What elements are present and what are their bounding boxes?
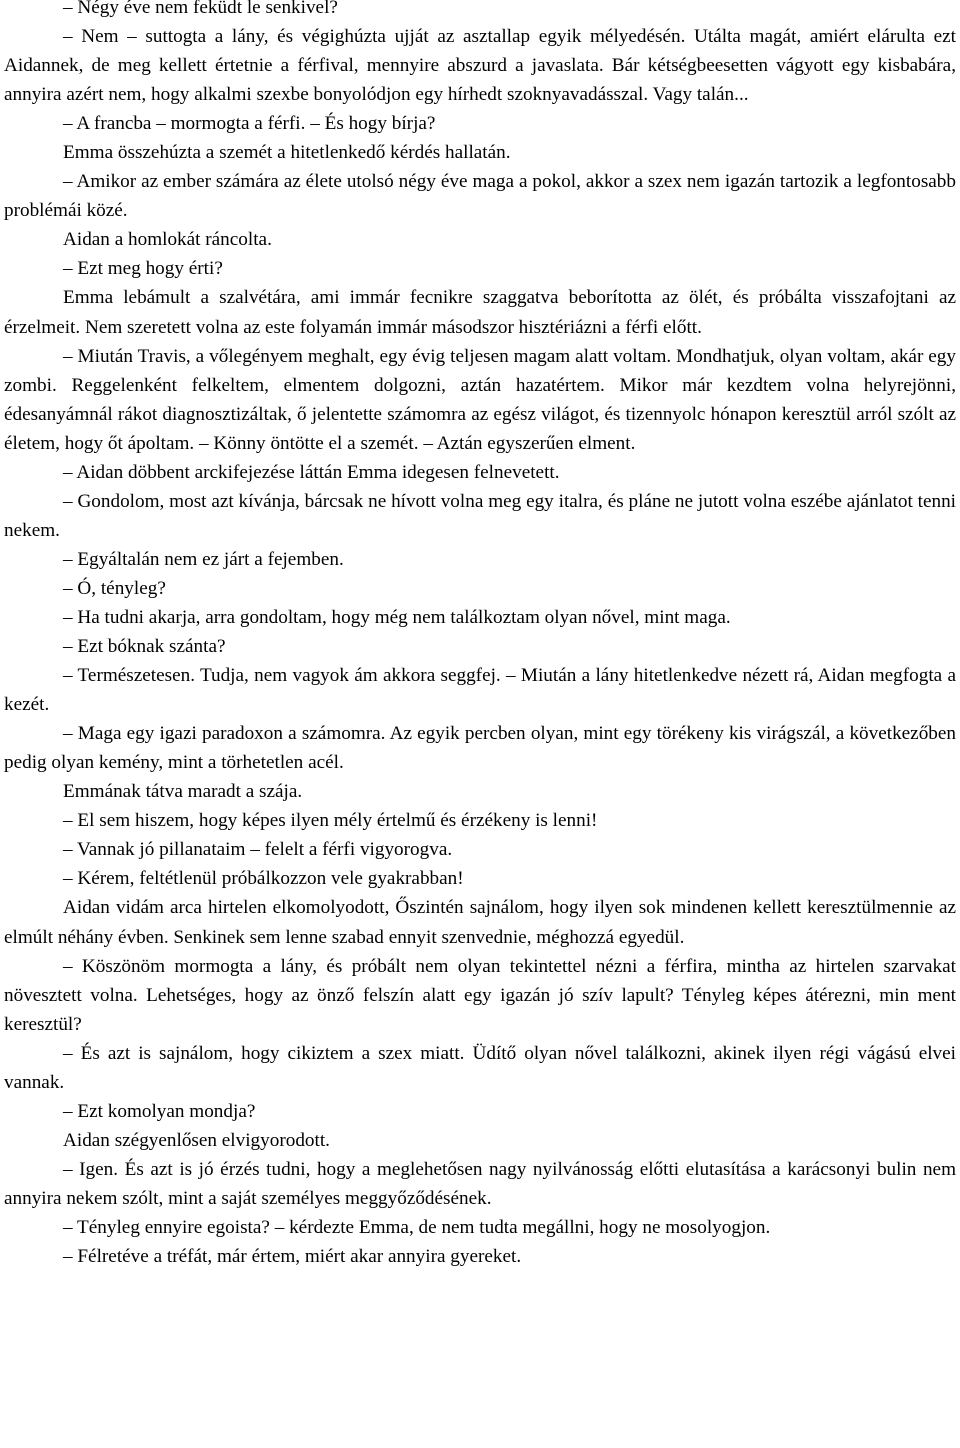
paragraph: – Egyáltalán nem ez járt a fejemben. xyxy=(63,548,344,570)
paragraph: – Tényleg ennyire egoista? – kérdezte Emma, de nem tudta megállni, hogy ne mosolyogjon. xyxy=(63,1216,771,1238)
paragraph: – A francba – mormogta a férfi. – És hogy bírja? xyxy=(63,113,436,135)
paragraph: Emmának tátva maradt a szája. xyxy=(63,781,303,803)
paragraph: Aidan a homlokát ráncolta. xyxy=(63,229,272,251)
paragraph: – Amikor az ember számára az élete utolsó négy éve maga a pokol, akkor a szex nem igazán tartozik a legfontosabb problémái közé. xyxy=(4,171,956,222)
paragraph: – Igen. És azt is jó érzés tudni, hogy a meglehetősen nagy nyilvánosság előtti elutasítása a karácsonyi bulin nem annyira nekem szólt, mint a saját személyes meggyőződésének. xyxy=(4,1158,956,1209)
paragraph: – Természetesen. Tudja, nem vagyok ám akkora seggfej. – Miután a lány hitetlenkedve nézett rá, Aidan megfogta a kezét. xyxy=(4,665,956,716)
paragraph: – Vannak jó pillanataim – felelt a férfi vigyorogva. xyxy=(63,839,453,861)
paragraph: – Ezt bóknak szánta? xyxy=(63,636,226,658)
paragraph: Emma összehúzta a szemét a hitetlenkedő kérdés hallatán. xyxy=(63,142,511,164)
paragraph: – Maga egy igazi paradoxon a számomra. Az egyik percben olyan, mint egy törékeny kis virágszál, a következőben pedig olyan kemény, mint a törhetetlen acél. xyxy=(4,723,956,774)
paragraph: – Aidan döbbent arckifejezése láttán Emma idegesen felnevetett. xyxy=(63,461,560,483)
paragraph: – Köszönöm mormogta a lány, és próbált nem olyan tekintettel nézni a férfira, mintha az hirtelen szarvakat növesztett volna. Lehetséges, hogy az önző felszín alatt egy igazán jó szív lapult? Tényleg képes átérezni, min ment keresztül? xyxy=(4,955,956,1035)
paragraph: – Gondolom, most azt kívánja, bárcsak ne hívott volna meg egy italra, és pláne ne jutott volna eszébe ajánlatot tenni nekem. xyxy=(4,490,956,541)
paragraph: – Négy éve nem feküdt le senkivel? xyxy=(63,0,338,18)
paragraph: – Ezt meg hogy érti? xyxy=(63,258,223,280)
paragraph: Aidan szégyenlősen elvigyorodott. xyxy=(63,1129,330,1151)
paragraph: Emma lebámult a szalvétára, ami immár fecnikre szaggatva beborította az ölét, és próbálta visszafojtani az érzelmeit. Nem szeretett volna az este folyamán immár másodszor hisztériázni a férfi előtt. xyxy=(4,287,956,338)
paragraph: – Ezt komolyan mondja? xyxy=(63,1100,256,1122)
paragraph: – El sem hiszem, hogy képes ilyen mély értelmű és érzékeny is lenni! xyxy=(63,810,598,832)
paragraph: Aidan vidám arca hirtelen elkomolyodott, Őszintén sajnálom, hogy ilyen sok mindenen kellett keresztülmennie az elmúlt néhány évben. Senkinek sem lenne szabad ennyit szenvednie, méghozzá egyedül. xyxy=(4,897,956,948)
paragraph: – Kérem, feltétlenül próbálkozzon vele gyakrabban! xyxy=(63,868,464,890)
paragraph: – Ó, tényleg? xyxy=(63,577,166,599)
paragraph: – Félretéve a tréfát, már értem, miért akar annyira gyereket. xyxy=(63,1246,522,1268)
paragraph: – Nem – suttogta a lány, és végighúzta ujját az asztallap egyik mélyedésén. Utálta magát, amiért elárulta ezt Aidannek, de meg kellett értetnie a férfival, mennyire abszurd a javaslata. Bár kétségbeesetten vágyott egy kisbabára, annyira azért nem, hogy alkalmi szexbe bonyolódjon egy hírhedt szoknyavadásszal. Vagy talán... xyxy=(4,26,956,106)
paragraph: – Miután Travis, a vőlegényem meghalt, egy évig teljesen magam alatt voltam. Mondhatjuk, olyan voltam, akár egy zombi. Reggelenként felkeltem, elmentem dolgozni, aztán hazatértem. Mikor már kezdtem volna helyrejönni, édesanyámnál rákot diagnosztizáltak, ő jelentette számomra az egész világot, és tizennyolc hónapon keresztül arról szólt az életem, hogy őt ápoltam. – Könny öntötte el a szemét. – Aztán egyszerűen elment. xyxy=(4,345,956,454)
paragraph: – És azt is sajnálom, hogy cikiztem a szex miatt. Üdítő olyan nővel találkozni, akinek ilyen régi vágású elvei vannak. xyxy=(4,1042,956,1093)
paragraph: – Ha tudni akarja, arra gondoltam, hogy még nem találkoztam olyan nővel, mint maga. xyxy=(63,606,731,628)
